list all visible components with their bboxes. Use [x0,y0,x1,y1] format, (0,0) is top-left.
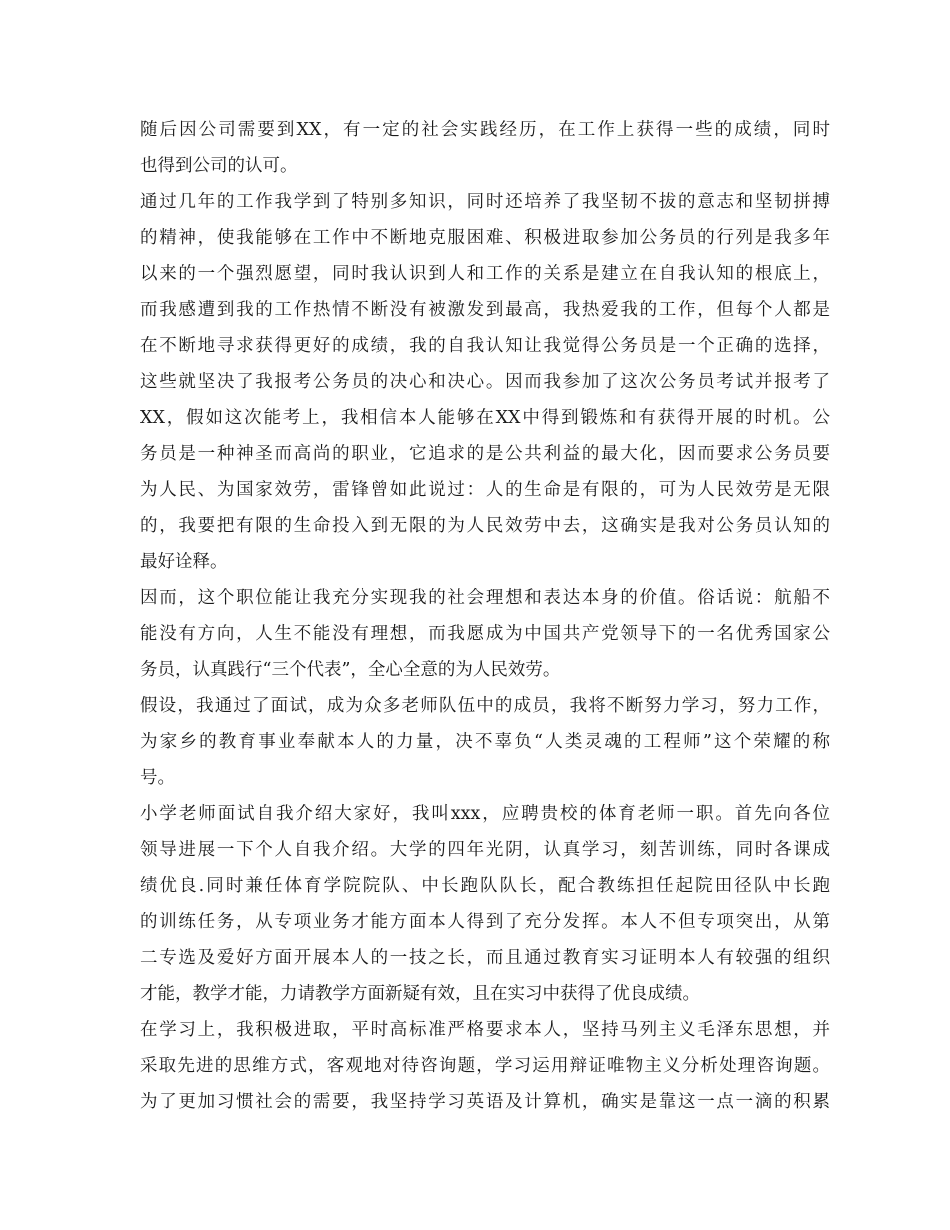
text-line: 在学习上，我积极进取，平时高标准严格要求本人，坚持马列主义毛泽东思想，并 [140,1020,830,1040]
text-line: 务员是一种神圣而高尚的职业，它追求的是公共利益的最大化，因而要求公务员要 [140,444,830,464]
text-line: 领导进展一下个人自我介绍。大学的四年光阴，认真学习，刻苦训练，同时各课成 [140,840,830,860]
text-line: 为家乡的教育事业奉献本人的力量，决不辜负“人类灵魂的工程师”这个荣耀的称 [140,732,830,752]
text-line: 绩优良.同时兼任体育学院院队、中长跑队队长，配合教练担任起院田径队中长跑 [140,876,830,896]
text-line: 假设，我通过了面试，成为众多老师队伍中的成员，我将不断努力学习，努力工作， [140,696,830,716]
text-line: XX，假如这次能考上，我相信本人能够在XX中得到锻炼和有获得开展的时机。公 [140,408,830,428]
text-line: 采取先进的思维方式，客观地对待咨询题，学习运用辩证唯物主义分析处理咨询题。 [140,1056,830,1076]
text-line: 通过几年的工作我学到了特别多知识，同时还培养了我坚韧不拔的意志和坚韧拼搏 [140,192,830,212]
text-line: 也得到公司的认可。 [140,156,298,176]
text-line: 而我感遭到我的工作热情不断没有被激发到最高，我热爱我的工作，但每个人都是 [140,300,830,320]
text-line: 二专选及爱好方面开展本人的一技之长，而且通过教育实习证明本人有较强的组织 [140,948,830,968]
text-line: 为人民、为国家效劳，雷锋曾如此说过：人的生命是有限的，可为人民效劳是无限 [140,480,830,500]
text-line: 的精神，使我能够在工作中不断地克服困难、积极进取参加公务员的行列是我多年 [140,228,830,248]
text-line: 最好诠释。 [140,552,228,572]
text-line: 在不断地寻求获得更好的成绩，我的自我认知让我觉得公务员是一个正确的选择， [140,336,830,356]
text-line: 以来的一个强烈愿望，同时我认识到人和工作的关系是建立在自我认知的根底上， [140,264,830,284]
text-line: 的训练任务，从专项业务才能方面本人得到了充分发挥。本人不但专项突出，从第 [140,912,830,932]
body-text [140,112,830,1120]
text-line: 随后因公司需要到XX，有一定的社会实践经历，在工作上获得一些的成绩，同时 [140,120,830,140]
text-line: 务员，认真践行“三个代表”，全心全意的为人民效劳。 [140,660,561,680]
text-line: 号。 [140,768,175,788]
text-line: 为了更加习惯社会的需要，我坚持学习英语及计算机，确实是靠这一点一滴的积累 [140,1092,830,1112]
text-line: 小学老师面试自我介绍大家好，我叫xxx，应聘贵校的体育老师一职。首先向各位 [140,804,830,824]
text-line: 这些就坚决了我报考公务员的决心和决心。因而我参加了这次公务员考试并报考了 [140,372,830,392]
text-line: 才能，教学才能，力请教学方面新疑有效，且在实习中获得了优良成绩。 [140,984,700,1004]
text-line: 的，我要把有限的生命投入到无限的为人民效劳中去，这确实是我对公务员认知的 [140,516,830,536]
text-line: 因而，这个职位能让我充分实现我的社会理想和表达本身的价值。俗话说：航船不 [140,588,830,608]
text-line: 能没有方向，人生不能没有理想，而我愿成为中国共产党领导下的一名优秀国家公 [140,624,830,644]
